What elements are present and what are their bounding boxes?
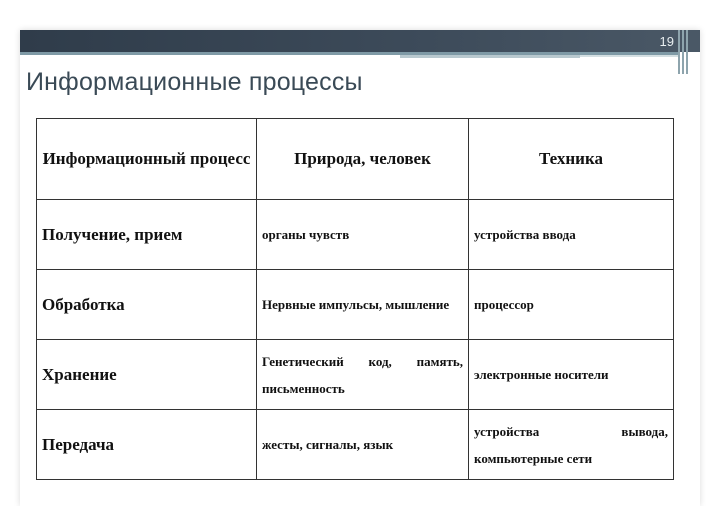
technology-cell: устройства ввода — [469, 200, 674, 270]
decorative-vertical-bars — [678, 30, 690, 74]
accent-line-faint — [580, 55, 680, 57]
table-row — [37, 270, 674, 340]
process-name: Получение, прием — [37, 200, 257, 270]
technology-cell: электронные носители — [469, 340, 674, 410]
top-bar — [20, 30, 700, 52]
process-name: Передача — [37, 410, 257, 480]
info-processes-table — [36, 118, 674, 480]
process-name: Обработка — [37, 270, 257, 340]
nature-cell: Генетический код, память, письменность — [257, 340, 469, 410]
slide-title: Информационные процессы — [26, 68, 363, 96]
nature-cell: органы чувств — [257, 200, 469, 270]
nature-cell: Нервные импульсы, мышление — [257, 270, 469, 340]
header-nature-human: Природа, человек — [257, 119, 469, 200]
header-technology: Техника — [469, 119, 674, 200]
technology-cell: устройства вывода, компьютерные сети — [469, 410, 674, 480]
process-name: Хранение — [37, 340, 257, 410]
table-header-row — [37, 119, 674, 200]
page-number: 19 — [659, 34, 674, 49]
accent-line-light — [400, 55, 580, 58]
slide — [20, 30, 700, 506]
table-row — [37, 200, 674, 270]
nature-cell: жесты, сигналы, язык — [257, 410, 469, 480]
technology-cell: процессор — [469, 270, 674, 340]
header-process: Информационный процесс — [37, 119, 257, 200]
table-row — [37, 340, 674, 410]
table-row — [37, 410, 674, 480]
